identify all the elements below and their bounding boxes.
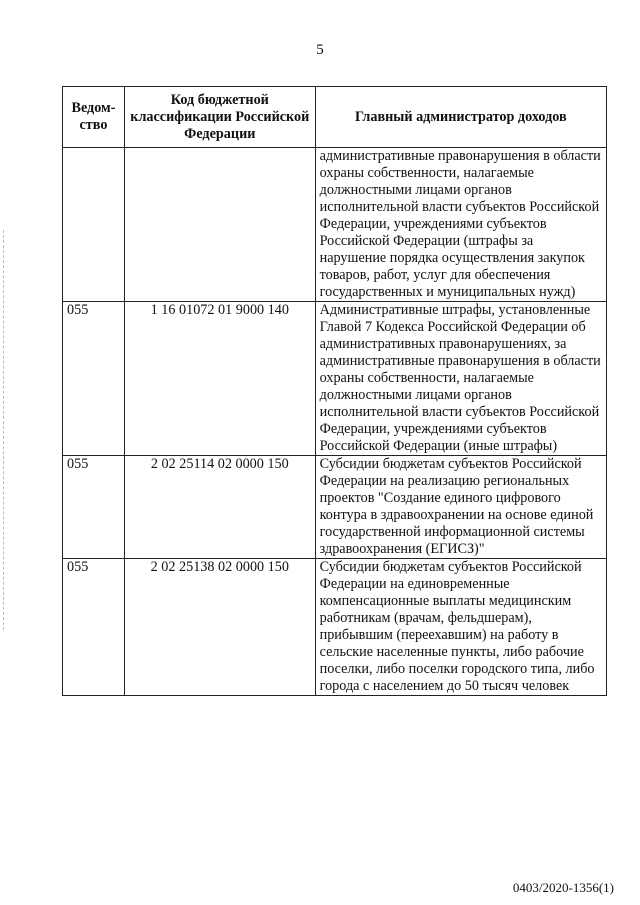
description-cell: Административные штрафы, установленные Главой 7 Кодекса Российской Федерации об административных правонарушениях, за административные правонарушения в области охраны собственности, налагаемые должностными лицами органов исполнительной власти субъектов Российской Федерации, учреждениями субъектов Российской Федерации (иные штрафы) [315, 302, 606, 456]
agency-cell [63, 148, 125, 302]
table-row [63, 148, 607, 302]
header-budget-code: Код бюджетной классификации Российской Федерации [124, 87, 315, 148]
description-cell: Субсидии бюджетам субъектов Российской Федерации на реализацию региональных проектов "Создание единого цифрового контура в здравоохранении на основе единой государственной информационной системы здравоохранения (ЕГИСЗ)" [315, 456, 606, 559]
code-cell: 1 16 01072 01 9000 140 [124, 302, 315, 456]
header-agency: Ведом- ство [63, 87, 125, 148]
table-row [63, 559, 607, 696]
page-number: 5 [316, 42, 324, 58]
agency-cell: 055 [63, 559, 125, 696]
header-chief-administrator: Главный администратор доходов [315, 87, 606, 148]
document-number: 0403/2020-1356(1) [512, 880, 614, 895]
code-cell [124, 148, 315, 302]
code-cell: 2 02 25114 02 0000 150 [124, 456, 315, 559]
agency-cell: 055 [63, 456, 125, 559]
description-cell: Субсидии бюджетам субъектов Российской Федерации на единовременные компенсационные выплаты медицинским работникам (врачам, фельдшерам), прибывшим (переехавшим) на работу в сельские населенные пункты, либо рабочие поселки, либо поселки городского типа, либо города с населением до 50 тысяч человек [315, 559, 606, 696]
table-row [63, 456, 607, 559]
code-cell: 2 02 25138 02 0000 150 [124, 559, 315, 696]
table-row [63, 302, 607, 456]
scan-edge-marks [3, 230, 6, 630]
agency-cell: 055 [63, 302, 125, 456]
budget-revenue-table [62, 86, 607, 696]
table-header-row [63, 87, 607, 148]
description-cell: административные правонарушения в области охраны собственности, налагаемые должностными лицами органов исполнительной власти субъектов Российской Федерации, учреждениями субъектов Российской Федерации (штрафы за нарушение порядка осуществления закупок товаров, работ, услуг для обеспечения государственных и муниципальных нужд) [315, 148, 606, 302]
